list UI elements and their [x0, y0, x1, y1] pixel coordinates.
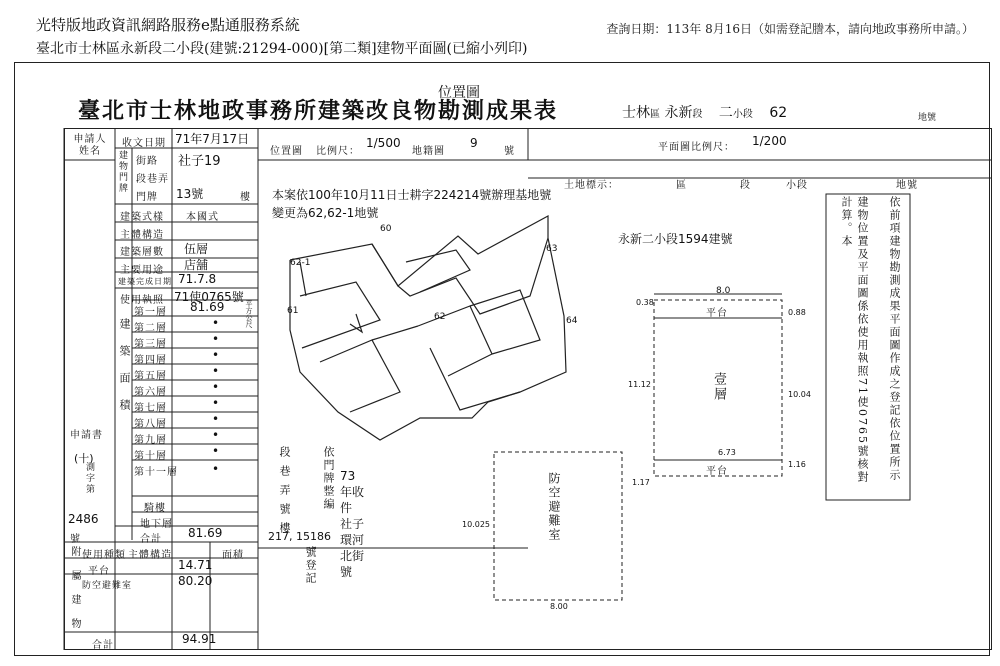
lot-sub-suffix: 小段	[732, 109, 753, 120]
addr-block-nums: 217, 15186	[268, 530, 331, 543]
area-unit: 平方公尺	[245, 300, 253, 328]
number-value[interactable]: 13號	[176, 187, 204, 201]
annex-area-label: 面積	[222, 550, 244, 561]
plan-dim-bottom: 6.73	[718, 448, 736, 457]
parcel-label-63: 63	[546, 244, 558, 254]
title-hand-note: 位置圖	[438, 85, 480, 101]
floor-row-7-value: •	[212, 396, 220, 410]
right-note-2: 建物位置及平面圖係依使用執照71使0765號核對計算。本	[840, 196, 869, 484]
floor-row-10-label: 第十層	[134, 451, 167, 462]
land-sub: 小段	[786, 180, 808, 191]
parcel-label-62-1: 62-1	[290, 258, 311, 268]
plan-dim-right: 10.04	[788, 390, 811, 399]
floors-value[interactable]: 伍層	[184, 242, 209, 256]
door-label: 建物門牌	[117, 150, 127, 194]
floor-row-5-value: •	[212, 364, 220, 378]
applicant-unit: 號	[70, 534, 81, 545]
structure-label: 主體構造	[120, 230, 164, 241]
floor-label: 樓	[240, 192, 251, 203]
sheet-label: 地籍圖	[412, 146, 445, 157]
lot-section-suffix: 段	[692, 109, 703, 120]
form-title: 臺北市士林地政事務所建築改良物勘測成果表	[78, 98, 559, 124]
floor-row-8-label: 第八層	[134, 419, 167, 430]
floor-row-4-value: •	[212, 348, 220, 362]
shelter-label: 防空避難室	[547, 472, 561, 542]
annex-total-label: 合計	[92, 640, 114, 651]
applicant-name-label: 申請人姓名	[73, 134, 107, 157]
number-label: 門牌	[136, 192, 158, 203]
sheet-unit: 號	[504, 146, 515, 157]
plan-dim-bottom-left: 1.17	[632, 478, 650, 487]
land-section: 段	[740, 180, 751, 191]
applicant-code: 測字第	[84, 462, 94, 495]
lot-number: 62	[769, 105, 788, 121]
use-label: 主要用途	[120, 265, 164, 276]
plan-dim-top: 8.0	[716, 286, 731, 296]
lot-stamp: 永新二小段1594建號	[618, 232, 733, 246]
permit-label: 使用執照	[120, 295, 164, 306]
plan-room-main: 壹層	[711, 372, 726, 402]
use-value[interactable]: 店舖	[184, 258, 209, 272]
floor-row-8-value: •	[212, 412, 220, 426]
position-scale-label: 比例尺：	[316, 146, 360, 157]
floor-row-5-label: 第五層	[134, 371, 167, 382]
floor-row-3-label: 第三層	[134, 339, 167, 350]
land-district: 區	[676, 180, 687, 191]
style-label: 建築式樣	[120, 212, 164, 223]
applicant-no: (十)	[74, 452, 94, 465]
floor-row-7-label: 第七層	[134, 403, 167, 414]
parcel-label-60: 60	[380, 224, 392, 234]
annex-row-1-value[interactable]: 14.71	[178, 558, 213, 572]
annex-total-value[interactable]: 94.91	[182, 632, 217, 646]
plan-dim-left: 11.12	[628, 380, 651, 389]
lot-district-suffix: 區	[650, 109, 660, 120]
parcel-label-64: 64	[566, 316, 578, 326]
sheet-number: 9	[470, 136, 478, 150]
right-note: 依前項建物勘測成果平面圖作成之登記依位置所示	[888, 196, 901, 482]
addr-tail2: 號登記	[304, 546, 317, 585]
annex-row-2-value[interactable]: 80.20	[178, 574, 213, 588]
floor-row-9-value: •	[212, 428, 220, 442]
plan-dim-left-top: 0.38	[636, 298, 654, 307]
floor-row-2-value: •	[212, 316, 220, 330]
floor-row-11-label: 第十一層	[134, 467, 178, 478]
lot-number-suffix: 地號	[918, 113, 937, 123]
total-value[interactable]: 81.69	[188, 526, 223, 540]
date-label: 收文日期	[122, 138, 166, 149]
basement-label: 地下層	[140, 519, 173, 530]
permit-value[interactable]: 71使0765號	[174, 290, 244, 304]
floor-row-3-value: •	[212, 332, 220, 346]
applicant-label: 申請書	[70, 430, 103, 441]
lane-label: 段巷弄	[136, 174, 169, 185]
plan-scale: 1/200	[752, 134, 787, 148]
floor-row-11-value: •	[212, 462, 220, 476]
applicant-number[interactable]: 2486	[68, 512, 99, 526]
parcel-label-62: 62	[434, 312, 446, 322]
lot-sub: 二	[718, 105, 733, 121]
floor-row-1-label: 第一層	[134, 307, 167, 318]
floor-row-6-label: 第六層	[134, 387, 167, 398]
query-date: 查詢日期：113年 8月16日（如需登記謄本，請向地政事務所申請。）	[606, 22, 974, 36]
total-label: 合計	[140, 534, 162, 545]
annex-row-1-use: 平台	[88, 566, 110, 577]
annex-use-label: 使用種類	[82, 550, 126, 561]
cadastral-note: 本案依100年10月11日士耕字224214號辦理基地號變更為62,62-1地號	[272, 188, 552, 220]
position-label: 位置圖	[270, 146, 303, 157]
done-label: 建築完成日期	[118, 277, 172, 286]
roof-label: 騎樓	[144, 503, 166, 514]
annex-row-2-use: 防空避難室	[82, 581, 133, 591]
floor-row-1-value[interactable]: 81.69	[190, 300, 225, 314]
floor-row-9-label: 第九層	[134, 435, 167, 446]
plan-dim-right-top: 0.88	[788, 308, 806, 317]
floor-row-2-label: 第二層	[134, 323, 167, 334]
lot-district: 士林	[622, 105, 650, 121]
plan-dim-bottom-right: 1.16	[788, 460, 806, 469]
land-number: 地號	[896, 180, 918, 191]
land-mark-label: 土地標示：	[564, 180, 619, 191]
done-value[interactable]: 71.7.8	[178, 272, 217, 286]
annex-struct-label: 主體構造	[128, 550, 172, 561]
street-value[interactable]: 社子19	[178, 154, 221, 169]
plan-room-bottom: 平台	[706, 466, 728, 477]
style-value: 本國式	[186, 212, 219, 223]
plan-label: 平面圖比例尺：	[658, 142, 735, 153]
addr-tail: 段巷弄號樓	[278, 446, 291, 541]
floors-label: 建築層數	[120, 247, 164, 258]
parcel-label-61: 61	[287, 306, 299, 316]
system-title: 光特版地政資訊網路服務e點通服務系統	[36, 16, 300, 34]
shelter-dim-bottom: 8.00	[550, 602, 568, 611]
annex-label: 附屬建物	[69, 546, 80, 642]
floor-row-4-label: 第四層	[134, 355, 167, 366]
lot-section: 永新	[664, 105, 693, 121]
plan-room-top: 平台	[706, 308, 728, 319]
position-scale: 1/500	[366, 136, 401, 150]
area-group-label: 建築面積	[118, 318, 131, 426]
shelter-dim-left: 10.025	[462, 520, 490, 529]
floor-row-6-value: •	[212, 380, 220, 394]
date-value[interactable]: 71年7月17日	[175, 132, 250, 146]
addr-block-label: 依門牌整編	[322, 446, 335, 511]
street-label: 街路	[136, 156, 158, 167]
addr-block-values: 73年收件 社子環河北街號	[340, 469, 365, 579]
address-line: 臺北市士林區永新段二小段(建號:21294-000)[第二類]建物平面圖(已縮小列印)	[36, 41, 528, 57]
floor-row-10-value: •	[212, 444, 220, 458]
